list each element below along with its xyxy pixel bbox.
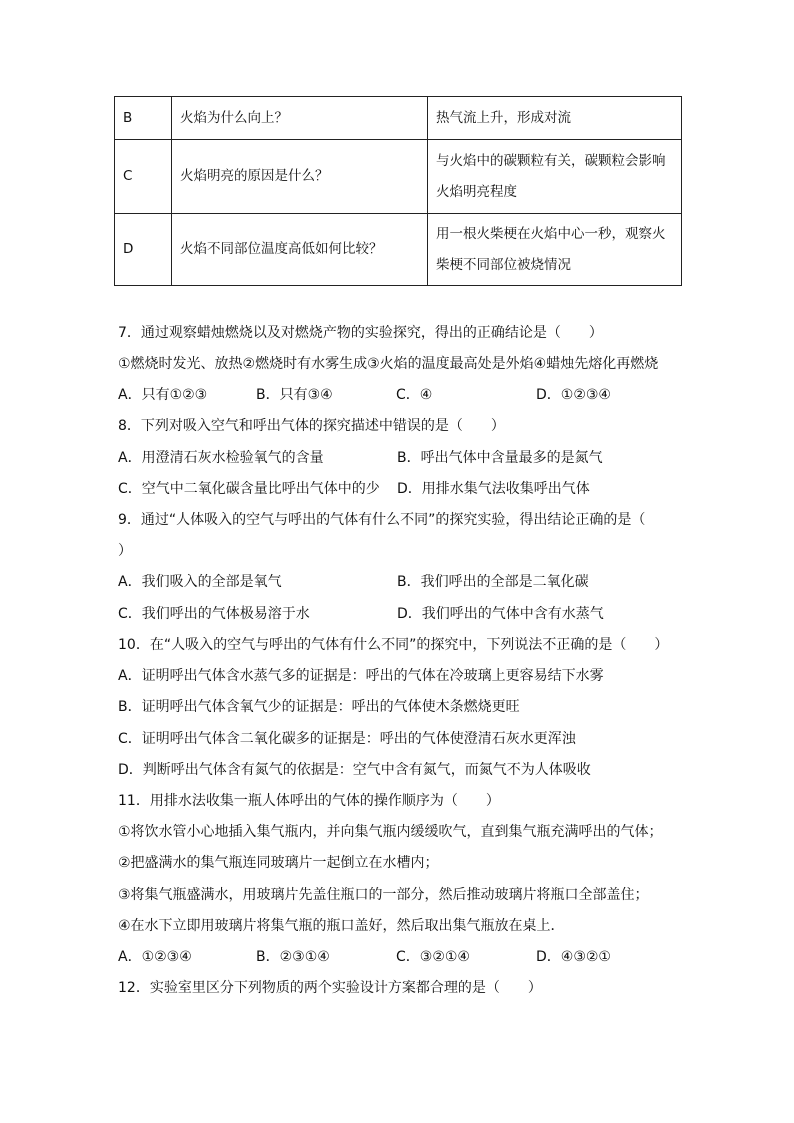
- q9-option-c: C．我们呼出的气体极易溶于水: [118, 606, 310, 622]
- q11-step-4: ④在水下立即用玻璃片将集气瓶的瓶口盖好，然后取出集气瓶放在桌上．: [118, 918, 565, 934]
- q9-stem-cont: ）: [118, 543, 132, 559]
- q11-option-a: A．①②③④: [118, 949, 192, 965]
- q8-option-a: A．用澄清石灰水检验氧气的含量: [118, 450, 324, 466]
- q7-option-d: D．①②③④: [536, 387, 611, 403]
- q7-stem: 7．通过观察蜡烛燃烧以及对燃烧产物的实验探究，得出的正确结论是（ ）: [118, 325, 603, 341]
- q10-stem: 10．在“人吸入的空气与呼出的气体有什么不同”的探究中，下列说法不正确的是（ ）: [118, 637, 669, 653]
- q9-stem: 9．通过“人体吸入的空气与呼出的气体有什么不同”的探究实验，得出结论正确的是（: [118, 512, 646, 528]
- row-label: C: [115, 140, 172, 214]
- q7-option-b: B．只有③④: [256, 387, 333, 403]
- q11-stem: 11．用排水法收集一瓶人体呼出的气体的操作顺序为（ ）: [118, 793, 500, 809]
- row-label: B: [115, 97, 172, 140]
- table-row: [115, 140, 682, 214]
- q11-step-3: ③将集气瓶盛满水，用玻璃片先盖住瓶口的一部分，然后推动玻璃片将瓶口全部盖住；: [118, 887, 649, 903]
- row-question: 火焰不同部位温度高低如何比较？: [172, 214, 428, 286]
- q10-option-c: C．证明呼出气体含二氧化碳多的证据是：呼出的气体使澄清石灰水更浑浊: [118, 731, 576, 747]
- row-answer: 用一根火柴梗在火焰中心一秒，观察火柴梗不同部位被烧情况: [428, 214, 682, 286]
- q7-option-a: A．只有①②③: [118, 387, 208, 403]
- q8-stem: 8．下列对吸入空气和呼出气体的探究描述中错误的是（ ）: [118, 418, 505, 434]
- row-label: D: [115, 214, 172, 286]
- q11-option-d: D．④③②①: [536, 949, 611, 965]
- q7-option-c: C．④: [396, 387, 433, 403]
- q10-option-b: B．证明呼出气体含氧气少的证据是：呼出的气体使木条燃烧更旺: [118, 699, 520, 715]
- q7-statements: ①燃烧时发光、放热②燃烧时有水雾生成③火焰的温度最高处是外焰④蜡烛先熔化再燃烧: [118, 356, 659, 372]
- table-row: [115, 214, 682, 286]
- q9-option-a: A．我们吸入的全部是氧气: [118, 574, 282, 590]
- row-answer: 热气流上升，形成对流: [428, 97, 682, 140]
- q12-stem: 12．实验室里区分下列物质的两个实验设计方案都合理的是（ ）: [118, 980, 542, 996]
- table-row: [115, 97, 682, 140]
- q11-step-1: ①将饮水管小心地插入集气瓶内，并向集气瓶内缓缓吹气，直到集气瓶充满呼出的气体；: [118, 824, 663, 840]
- q8-option-b: B．呼出气体中含量最多的是氮气: [397, 450, 603, 466]
- row-question: 火焰为什么向上？: [172, 97, 428, 140]
- row-answer: 与火焰中的碳颗粒有关，碳颗粒会影响火焰明亮程度: [428, 140, 682, 214]
- q9-option-d: D．我们呼出的气体中含有水蒸气: [397, 606, 604, 622]
- q11-step-2: ②把盛满水的集气瓶连同玻璃片一起倒立在水槽内；: [118, 855, 439, 871]
- q11-option-c: C．③②①④: [396, 949, 470, 965]
- q9-option-b: B．我们呼出的全部是二氧化碳: [397, 574, 589, 590]
- row-question: 火焰明亮的原因是什么？: [172, 140, 428, 214]
- q8-option-c: C．空气中二氧化碳含量比呼出气体中的少: [118, 481, 380, 497]
- q11-option-b: B．②③①④: [256, 949, 330, 965]
- experiment-table: [114, 96, 682, 286]
- q8-option-d: D．用排水集气法收集呼出气体: [397, 481, 590, 497]
- q10-option-d: D．判断呼出气体含有氮气的依据是：空气中含有氮气，而氮气不为人体吸收: [118, 762, 591, 778]
- q10-option-a: A．证明呼出气体含水蒸气多的证据是：呼出的气体在冷玻璃上更容易结下水雾: [118, 668, 604, 684]
